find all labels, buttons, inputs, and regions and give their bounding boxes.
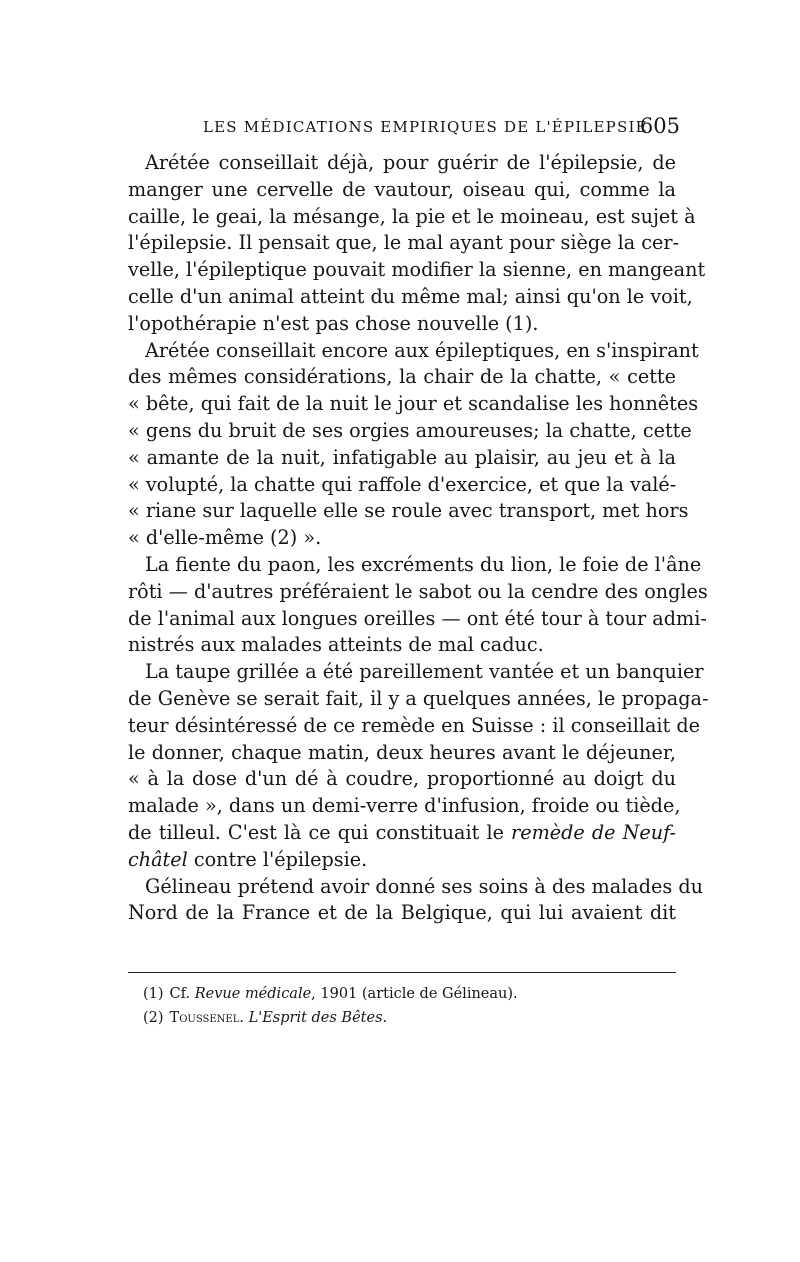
- text-line: malade », dans un demi-verre d'infusion, froide ou tiède,: [128, 794, 681, 818]
- text-line: Arétée conseillait déjà, pour guérir de l'épilepsie, de: [145, 151, 676, 174]
- text-line: « amante de la nuit, infatigable au plaisir, au jeu et à la: [128, 445, 676, 469]
- text-segment: contre l'épilepsie.: [193, 847, 368, 871]
- text-line: nistrés aux malades atteints de mal caduc.: [128, 633, 544, 657]
- footnote-title: L'Esprit des Bêtes.: [248, 1010, 388, 1026]
- text-line: celle d'un animal atteint du même mal; ainsi qu'on le voit,: [128, 284, 693, 308]
- text-line: « gens du bruit de ses orgies amoureuses; la chatte, cette: [128, 418, 692, 442]
- text-line: manger une cervelle de vautour, oiseau qui, comme la: [128, 177, 676, 201]
- footnote-1: [143, 982, 673, 1006]
- text-line: « volupté, la chatte qui raffole d'exercice, et que la valé-: [128, 472, 677, 496]
- footnote-2: [143, 1006, 673, 1030]
- footnote-suffix: , 1901 (article de Gélineau).: [311, 986, 518, 1002]
- body-text: [128, 150, 709, 927]
- footnote-prefix: Cf.: [169, 986, 191, 1002]
- footnote-author: Toussenel.: [169, 1010, 244, 1026]
- text-line: Arétée conseillait encore aux épileptiques, en s'inspirant: [145, 338, 699, 362]
- text-line: « bête, qui fait de la nuit le jour et scandalise les honnêtes: [128, 392, 699, 416]
- text-segment: de tilleul. C'est là ce qui constituait le: [128, 820, 504, 844]
- text-line: « d'elle-même (2) ».: [128, 526, 322, 550]
- running-title: LES MÉDICATIONS EMPIRIQUES DE L'ÉPILEPSIE: [203, 118, 648, 136]
- text-line: Nord de la France et de la Belgique, qui lui avaient dit: [128, 901, 676, 925]
- text-line-mixed: [128, 820, 676, 847]
- text-line: La taupe grillée a été pareillement vantée et un banquier: [145, 660, 704, 684]
- text-line: caille, le geai, la mésange, la pie et le moineau, est sujet à: [128, 204, 696, 228]
- text-line: l'épilepsie. Il pensait que, le mal ayant pour siège la cer-: [128, 231, 680, 255]
- page-number: 605: [639, 114, 680, 138]
- footnote-title: Revue médicale: [194, 986, 312, 1002]
- text-line: La fiente du paon, les excréments du lion, le foie de l'âne: [145, 552, 702, 576]
- text-line: rôti — d'autres préféraient le sabot ou la cendre des ongles: [128, 579, 708, 603]
- italic-segment: remède de Neuf-: [511, 820, 677, 844]
- footnote-mark: (1): [143, 986, 164, 1002]
- text-line: le donner, chaque matin, deux heures avant le déjeuner,: [128, 740, 676, 764]
- footnote-rule: [128, 972, 676, 973]
- text-line: teur désintéressé de ce remède en Suisse : il conseillait de: [128, 713, 700, 737]
- footnote-mark: (2): [143, 1010, 164, 1026]
- text-line: des mêmes considérations, la chair de la chatte, « cette: [128, 365, 676, 389]
- text-line: l'opothérapie n'est pas chose nouvelle (1).: [128, 311, 539, 335]
- text-line: velle, l'épileptique pouvait modifier la sienne, en mangeant: [128, 258, 706, 282]
- text-line: de Genève se serait fait, il y a quelques années, le propaga-: [128, 686, 709, 710]
- text-line: « à la dose d'un dé à coudre, proportionné au doigt du: [128, 767, 676, 791]
- text-line: de l'animal aux longues oreilles — ont été tour à tour admi-: [128, 606, 707, 630]
- text-line: « riane sur laquelle elle se roule avec transport, met hors: [128, 499, 689, 523]
- text-line-mixed: [128, 847, 676, 874]
- italic-segment: châtel: [128, 847, 188, 871]
- text-line: Gélineau prétend avoir donné ses soins à des malades du: [145, 874, 703, 898]
- running-head: [130, 114, 680, 140]
- footnotes: [143, 982, 673, 1030]
